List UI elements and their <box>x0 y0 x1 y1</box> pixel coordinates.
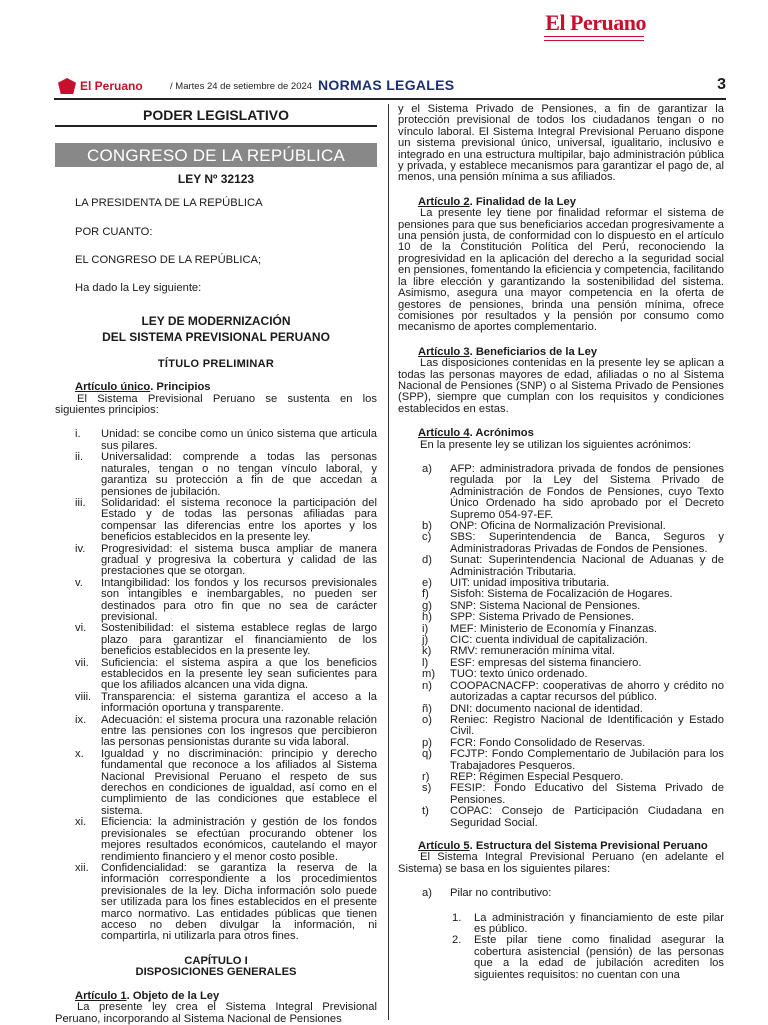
principle-item-text: Confidencialidad: se garantiza la reserva de la información correspondiente a los procedimientos previsionales de la ley. Dicha información solo puede ser utilizada para los fines establecidos en el presente marco normativo. Las entidades públicas que tienen acceso no deben divulgar la información, ni compartirla, ni utilizarla para otros fines. <box>101 861 377 943</box>
principle-item-text: Eficiencia: la administración y gestión de los fondos previsionales se efectúan procurando obtener los mejores resultados económicos, cautelando el mayor rendimiento financiero y el menor costo posible. <box>101 816 377 863</box>
acronym-item-text: COPAC: Consejo de Participación Ciudadana en Seguridad Social. <box>450 805 724 829</box>
articulo-1-heading: Artículo 1. Objeto de la Ley <box>75 989 220 1002</box>
principle-item-text: Solidaridad: el sistema reconoce la participación del Estado y de todas las personas afiliadas para compensar las diferencias entre los aportes y los beneficios establecidos en la presente ley. <box>101 496 377 544</box>
principles-list <box>55 429 377 942</box>
principle-item-text: Universalidad: comprende a todas las personas naturales, tengan o no tengan vínculo laboral, y garantiza su protección a fin de que accedan a pensiones de jubilación. <box>101 451 377 498</box>
acronym-item <box>398 555 724 578</box>
acronym-item-text: ESF: empresas del sistema financiero. <box>450 656 642 669</box>
principle-item <box>55 817 377 863</box>
por-cuanto-line: POR CUANTO: <box>75 225 153 238</box>
acronym-item-text: MEF: Ministerio de Economía y Finanzas. <box>450 622 658 635</box>
acronym-item-text: Reniec: Registro Nacional de Identificación y Estado Civil. <box>450 713 724 738</box>
acronym-item-text: FCR: Fondo Consolidado de Reservas. <box>450 736 646 749</box>
acronym-item-text: AFP: administradora privada de fondos de pensiones regulada por la Ley del Sistema Privado de Administración de Fondos de Pensiones, cuyo Texto Único Ordenado ha sido aprobado por el Decreto Supremo 054-97-EF. <box>450 462 724 521</box>
right-column <box>398 104 724 981</box>
ley-number: LEY Nº 32123 <box>177 171 255 186</box>
principle-item-text: Intangibilidad: los fondos y los recursos previsionales son intangibles e inembargables, no pueden ser destinados para otro fin que no sea de carácter previsional. <box>101 576 377 623</box>
articulo-unico-text: El Sistema Previsional Peruano se sustenta en los siguientes principios: <box>55 392 377 417</box>
titulo-preliminar: TÍTULO PRELIMINAR <box>157 357 275 370</box>
acronym-item-text: COOPACNACFP: cooperativas de ahorro y crédito no autorizadas a captar recursos del público. <box>450 679 724 704</box>
acronym-item-text: FESIP: Fondo Educativo del Sistema Privado de Pensiones. <box>450 782 724 806</box>
principle-item <box>55 498 377 544</box>
acronym-item <box>398 612 724 623</box>
principle-item-text: Sostenibilidad: el sistema establece reglas de largo plazo para garantizar el financiamiento de los beneficios establecidos en la presente ley. <box>101 622 377 658</box>
principle-item-number: iv. <box>75 542 86 555</box>
acronym-item-number: h) <box>422 611 432 624</box>
pilar-subitem <box>398 935 724 981</box>
acronym-item-text: SNP: Sistema Nacional de Pensiones. <box>450 599 641 612</box>
articulo-2-text: La presente ley tiene por finalidad reformar el sistema de pensiones para que sus beneficiarios accedan progresivamente a una pensión justa, de conformidad con lo dispuesto en el artículo 10 de la Constitución Política del Perú, reconociendo la progresividad en la aplicación del derecho a la seguridad social en pensiones, fomentando la eficiencia y competencia, facilitando la libre elección y garantizando la sostenibilidad del sistema. Asimismo, asegura una mayor competencia en la oferta de gestores de pensiones, brinda una pensión mínima, ofrece comisiones por resultados y la pensión por consumo como mecanismo de aportes complementario. <box>398 207 724 334</box>
principle-item <box>55 578 377 624</box>
peru-emblem-icon <box>58 78 76 94</box>
acronym-item-number: i) <box>422 622 429 635</box>
principle-item-number: ii. <box>75 451 84 464</box>
el-peruano-logo: El Peruano <box>545 10 646 35</box>
articulo-3-text: Las disposiciones contenidas en la presente ley se aplican a todas las personas mayores de edad, afiliadas o no al Sistema Nacional de Pensiones (SNP) o al Sistema Privado de Pensiones (SPP), siempre que cumplan con los requisitos y condiciones establecidos en estas. <box>398 357 724 415</box>
acronym-item-text: DNI: documento nacional de identidad. <box>450 702 643 715</box>
acronym-item <box>398 681 724 704</box>
acronym-item <box>398 464 724 521</box>
pilar-subitem-text: La administración y financiamiento de este pilar es público. <box>474 911 724 935</box>
acronym-item-text: CIC: cuenta individual de capitalización. <box>450 634 648 647</box>
principle-item-number: ix. <box>75 713 87 726</box>
acronym-item <box>398 783 724 806</box>
page-header <box>54 76 726 100</box>
acronym-item-number: c) <box>422 531 432 544</box>
articulo-5-text: El Sistema Integral Previsional Peruano (en adelante el Sistema) se basa en los siguientes pilares: <box>398 851 724 875</box>
acronym-item-number: k) <box>422 645 432 658</box>
articulo-4-text: En la presente ley se utilizan los siguientes acrónimos: <box>420 438 692 451</box>
principle-item <box>55 658 377 692</box>
principle-item-number: xi. <box>75 816 87 829</box>
articulo-1-continuation: y el Sistema Privado de Pensiones, a fin de garantizar la protección previsional de todos los ciudadanos tengan o no vínculo laboral. El Sistema Integral Previsional Peruano dispone un sistema previsional único, universal, igualitario, inclusivo e integrado en una estructura multipilar, bajo administración pública y privada, y establece mecanismos para garantizar el pago de, al menos, una pensión mínima a sus afiliados. <box>398 103 724 184</box>
principle-item-number: xii. <box>75 861 89 874</box>
principle-item <box>55 429 377 452</box>
acronym-item-number: q) <box>422 748 432 761</box>
section-title: NORMAS LEGALES <box>318 77 455 93</box>
header-brand: El Peruano <box>80 79 143 93</box>
ha-dado-line: Ha dado la Ley siguiente: <box>75 282 202 295</box>
acronym-item-number: o) <box>422 713 432 726</box>
principle-item <box>55 452 377 498</box>
principle-item-text: Unidad: se concibe como un único sistema que articula sus pilares. <box>101 428 377 452</box>
left-column <box>55 104 377 1025</box>
logo-underline <box>544 36 644 41</box>
pilar-a: a) Pilar no contributivo: <box>422 887 552 900</box>
acronym-item-number: f) <box>422 588 429 601</box>
acronym-item-number: j) <box>422 634 429 647</box>
acronym-item-number: g) <box>422 599 432 612</box>
acronym-item-number: ñ) <box>422 702 432 715</box>
principle-item-text: Igualdad y no discriminación: principio y derecho fundamental que reconoce a los afiliados al Sistema Nacional Previsional Peruano el respeto de sus derechos en condiciones de igualdad, así como en el cumplimiento de las condiciones que establece el sistema. <box>101 747 377 817</box>
header-date: / Martes 24 de setiembre de 2024 <box>170 81 313 92</box>
pilar-subitem-number: 1. <box>452 911 462 924</box>
principle-item-number: viii. <box>75 690 92 703</box>
acronym-item-number: n) <box>422 679 432 692</box>
acronym-item-text: SPP: Sistema Privado de Pensiones. <box>450 611 635 624</box>
acronym-item-number: p) <box>422 736 432 749</box>
principle-item <box>55 623 377 657</box>
articulo-2-heading: Artículo 2. Finalidad de la Ley <box>418 195 576 208</box>
acronym-item-number: a) <box>422 462 432 475</box>
principle-item-number: x. <box>75 747 84 760</box>
acronym-item-text: Sunat: Superintendencia Nacional de Aduanas y de Administración Tributaria. <box>450 554 724 578</box>
acronym-item-text: TUO: texto único ordenado. <box>450 668 588 681</box>
acronym-item-number: r) <box>422 770 430 783</box>
articulo-1-text: La presente ley crea el Sistema Integral Previsional Peruano, incorporando al Sistema Nacional de Pensiones <box>55 1001 377 1025</box>
congreso-line: EL CONGRESO DE LA REPÚBLICA; <box>75 254 262 267</box>
acronym-item <box>398 715 724 738</box>
acronym-item-text: UIT: unidad impositiva tributaria. <box>450 577 610 590</box>
acronym-item-number: b) <box>422 520 432 532</box>
acronym-item <box>398 806 724 829</box>
acronym-item <box>398 749 724 772</box>
articulo-unico-heading: Artículo único. Principios <box>75 381 211 394</box>
capitulo-heading: CAPÍTULO I DISPOSICIONES GENERALES <box>135 954 297 979</box>
pilar-subitem-number: 2. <box>452 934 462 947</box>
acronym-item-text: Sisfoh: Sistema de Focalización de Hogares. <box>450 588 673 601</box>
law-title: LEY DE MODERNIZACIÓN DEL SISTEMA PREVISIONAL PERUANO <box>102 313 330 344</box>
acronym-item-text: FCJTP: Fondo Complementario de Jubilación para los Trabajadores Pesqueros. <box>450 748 724 772</box>
principle-item-number: v. <box>75 576 83 589</box>
principle-item-text: Adecuación: el sistema procura una razonable relación entre las pensiones con los ingresos que percibieron las personas pensionistas durante su vida laboral. <box>101 713 377 749</box>
pilar-items-list <box>398 913 724 981</box>
congreso-banner: CONGRESO DE LA REPÚBLICA <box>55 143 377 166</box>
principle-item <box>55 715 377 749</box>
principle-item-number: iii. <box>75 496 86 509</box>
acronym-item-number: e) <box>422 577 432 590</box>
articulo-3-heading: Artículo 3. Beneficiarios de la Ley <box>418 345 598 358</box>
acronym-item-number: t) <box>422 805 429 818</box>
pilar-subitem <box>398 913 724 936</box>
principle-item <box>55 544 377 578</box>
acronym-item-number: s) <box>422 782 432 795</box>
principle-item <box>55 749 377 817</box>
principle-item-text: Transparencia: el sistema garantiza el acceso a la información oportuna y transparente. <box>101 690 377 715</box>
acronym-item-text: REP: Régimen Especial Pesquero. <box>450 770 624 783</box>
page-number: 3 <box>717 76 726 93</box>
articulo-4-heading: Artículo 4. Acrónimos <box>418 427 534 440</box>
acronym-item <box>398 532 724 555</box>
principle-item-number: vii. <box>75 656 89 669</box>
acronym-item-number: m) <box>422 668 436 681</box>
acronym-item-text: ONP: Oficina de Normalización Previsional. <box>450 520 666 532</box>
column-divider <box>388 104 389 1020</box>
acronym-item-text: RMV: remuneración mínima vital. <box>450 645 615 658</box>
presidenta-line: LA PRESIDENTA DE LA REPÚBLICA <box>75 197 263 210</box>
acronym-item-number: l) <box>422 656 429 669</box>
principle-item <box>55 863 377 943</box>
pilar-subitem-text: Este pilar tiene como finalidad asegurar la cobertura asistencial (pensión) de las personas que a la edad de jubilación acrediten los siguientes requisitos: no cuentan con una <box>474 934 724 981</box>
principle-item-text: Suficiencia: el sistema aspira a que los beneficios establecidos en la presente ley sean suficientes para que los afiliados alcancen una vida digna. <box>101 656 377 692</box>
acronym-item <box>398 669 724 680</box>
poder-legislativo-heading: PODER LEGISLATIVO <box>55 104 377 127</box>
principle-item <box>55 692 377 715</box>
articulo-5-heading: Artículo 5. Estructura del Sistema Previsional Peruano <box>418 839 708 852</box>
principle-item-number: vi. <box>75 622 87 635</box>
acronyms-list <box>398 464 724 829</box>
acronym-item-text: SBS: Superintendencia de Banca, Seguros y Administradoras Privadas de Fondos de Pensiones. <box>450 531 724 555</box>
principle-item-text: Progresividad: el sistema busca ampliar de manera gradual y progresiva la cobertura y calidad de las prestaciones que se otorgan. <box>101 542 377 578</box>
principle-item-number: i. <box>75 428 81 441</box>
acronym-item-number: d) <box>422 554 432 567</box>
